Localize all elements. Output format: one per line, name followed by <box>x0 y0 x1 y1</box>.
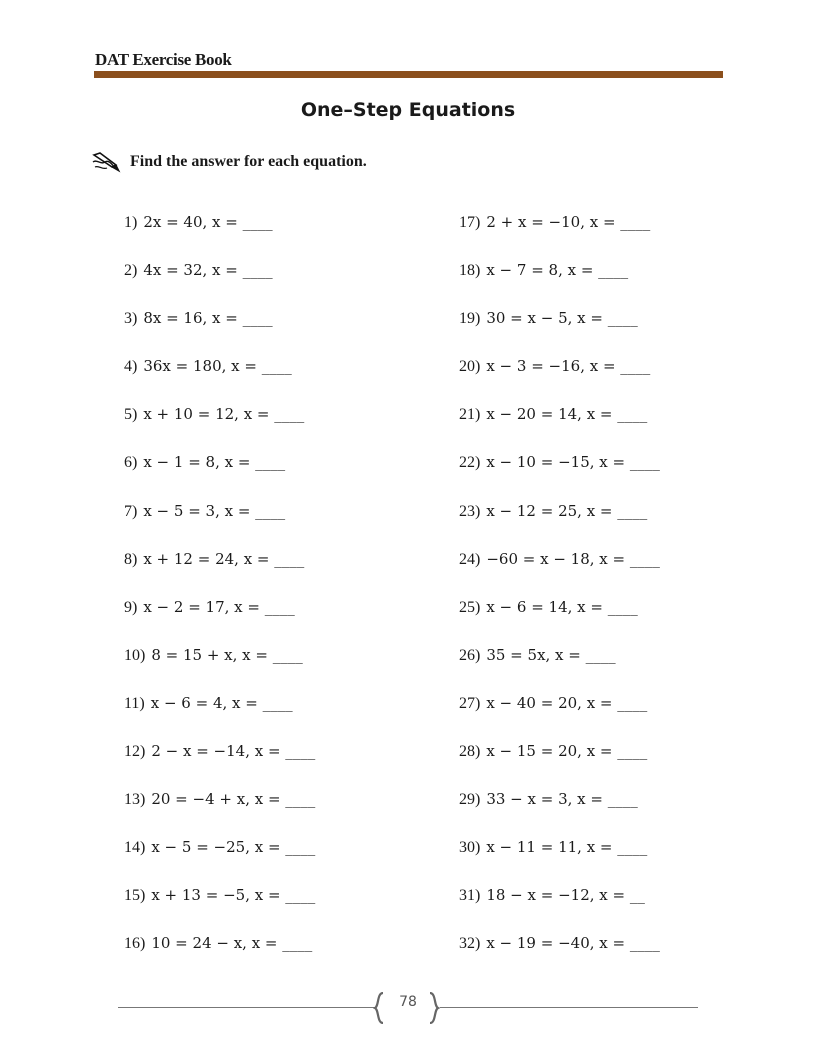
footer-rule-left <box>118 1007 376 1008</box>
problem-item <box>124 594 424 642</box>
instruction <box>92 151 367 173</box>
problem-equation: 20 = −4 + x, x = ____ <box>151 790 316 809</box>
problem-number: 16) <box>124 935 146 953</box>
problem-number: 22) <box>459 454 481 472</box>
problem-item <box>124 786 424 834</box>
problem-item <box>124 546 424 594</box>
problem-equation: x − 3 = −16, x = ____ <box>486 357 651 376</box>
problem-number: 13) <box>124 791 146 809</box>
problem-item <box>459 401 759 449</box>
problem-number: 31) <box>459 887 481 905</box>
page-title: One–Step Equations <box>300 99 516 121</box>
problem-equation: x − 2 = 17, x = ____ <box>143 597 295 616</box>
pencil-icon <box>92 151 122 173</box>
problem-equation: 2 + x = −10, x = ____ <box>486 213 651 231</box>
problem-item <box>459 498 759 546</box>
header-rule <box>94 71 723 78</box>
problem-equation: −60 = x − 18, x = ____ <box>486 549 660 568</box>
problem-equation: 2x = 40, x = ____ <box>143 213 273 231</box>
problem-equation: 30 = x − 5, x = ____ <box>486 309 638 328</box>
problem-equation: 36x = 180, x = ____ <box>143 357 292 376</box>
problem-equation: 2 − x = −14, x = ____ <box>151 742 316 761</box>
problem-number: 4) <box>124 358 138 376</box>
problem-number: 11) <box>124 694 145 712</box>
right-bracket-icon <box>428 992 440 1024</box>
problem-equation: x − 5 = −25, x = ____ <box>151 838 316 857</box>
problem-number: 25) <box>459 598 481 616</box>
problem-number: 24) <box>459 550 481 568</box>
problem-number: 3) <box>124 310 138 328</box>
problem-item <box>124 930 424 978</box>
problem-item <box>459 690 759 738</box>
problem-equation: x − 5 = 3, x = ____ <box>143 501 286 520</box>
problem-number: 26) <box>459 646 481 664</box>
problem-equation: x − 12 = 25, x = ____ <box>486 501 648 520</box>
problem-number: 12) <box>124 743 146 761</box>
problem-item <box>459 738 759 786</box>
problem-number: 6) <box>124 454 138 472</box>
problem-number: 27) <box>459 694 481 712</box>
footer-rule-right <box>440 1007 698 1008</box>
problem-equation: x − 6 = 4, x = ____ <box>150 693 293 712</box>
problem-item <box>124 305 424 353</box>
book-title: DAT Exercise Book <box>95 50 232 69</box>
problem-number: 32) <box>459 935 481 953</box>
problem-item <box>459 642 759 690</box>
problem-item <box>124 834 424 882</box>
problem-equation: x − 1 = 8, x = ____ <box>143 453 286 472</box>
problem-number: 14) <box>124 839 146 857</box>
problem-equation: x − 20 = 14, x = ____ <box>486 405 648 424</box>
problem-number: 30) <box>459 839 481 857</box>
problem-item <box>459 546 759 594</box>
instruction-text: Find the answer for each equation. <box>130 153 367 170</box>
problem-number: 21) <box>459 406 481 424</box>
problem-item <box>124 257 424 305</box>
problem-equation: x − 40 = 20, x = ____ <box>486 693 648 712</box>
problem-equation: x + 13 = −5, x = ____ <box>151 886 316 905</box>
problem-equation: x − 19 = −40, x = ____ <box>486 934 660 953</box>
problem-equation: 4x = 32, x = ____ <box>143 261 273 280</box>
problem-item <box>459 786 759 834</box>
problem-item <box>459 594 759 642</box>
problem-equation: 8 = 15 + x, x = ____ <box>151 645 303 664</box>
problem-item <box>459 353 759 401</box>
problem-item <box>124 449 424 497</box>
problem-item <box>459 834 759 882</box>
problem-equation: 10 = 24 − x, x = ____ <box>151 934 313 953</box>
problem-number: 18) <box>459 262 481 280</box>
problem-item <box>459 305 759 353</box>
problem-item <box>124 690 424 738</box>
problem-number: 17) <box>459 214 481 231</box>
problem-item <box>124 401 424 449</box>
problem-equation: 18 − x = −12, x = __ <box>486 886 645 905</box>
problem-number: 20) <box>459 358 481 376</box>
problem-number: 1) <box>124 214 138 231</box>
problem-item <box>124 353 424 401</box>
problem-equation: x − 7 = 8, x = ____ <box>486 261 629 280</box>
problem-equation: 33 − x = 3, x = ____ <box>486 790 638 809</box>
problem-equation: x − 15 = 20, x = ____ <box>486 742 648 761</box>
problem-item <box>124 498 424 546</box>
problem-item <box>124 209 424 257</box>
problem-number: 19) <box>459 310 481 328</box>
problem-item <box>459 209 759 257</box>
problem-item <box>124 882 424 930</box>
problem-number: 8) <box>124 550 138 568</box>
problem-item <box>459 930 759 978</box>
problem-number: 5) <box>124 406 138 424</box>
problem-number: 23) <box>459 502 481 520</box>
problem-equation: x − 11 = 11, x = ____ <box>486 838 648 857</box>
problem-equation: x + 12 = 24, x = ____ <box>143 549 305 568</box>
problem-number: 28) <box>459 743 481 761</box>
problem-equation: x − 6 = 14, x = ____ <box>486 597 638 616</box>
page-number: 78 <box>399 994 417 1010</box>
problem-number: 10) <box>124 646 146 664</box>
problem-item <box>459 882 759 930</box>
problems-right-column <box>459 209 759 979</box>
problem-item <box>459 449 759 497</box>
problem-number: 9) <box>124 598 138 616</box>
problem-item <box>124 738 424 786</box>
problem-item <box>124 642 424 690</box>
problem-number: 29) <box>459 791 481 809</box>
problem-number: 15) <box>124 887 146 905</box>
problem-item <box>459 257 759 305</box>
problem-number: 7) <box>124 502 138 520</box>
problem-equation: x + 10 = 12, x = ____ <box>143 405 305 424</box>
problem-equation: 35 = 5x, x = ____ <box>486 645 616 664</box>
problems-left-column <box>124 209 424 979</box>
problem-number: 2) <box>124 262 138 280</box>
problem-equation: x − 10 = −15, x = ____ <box>486 453 660 472</box>
problem-equation: 8x = 16, x = ____ <box>143 309 273 328</box>
